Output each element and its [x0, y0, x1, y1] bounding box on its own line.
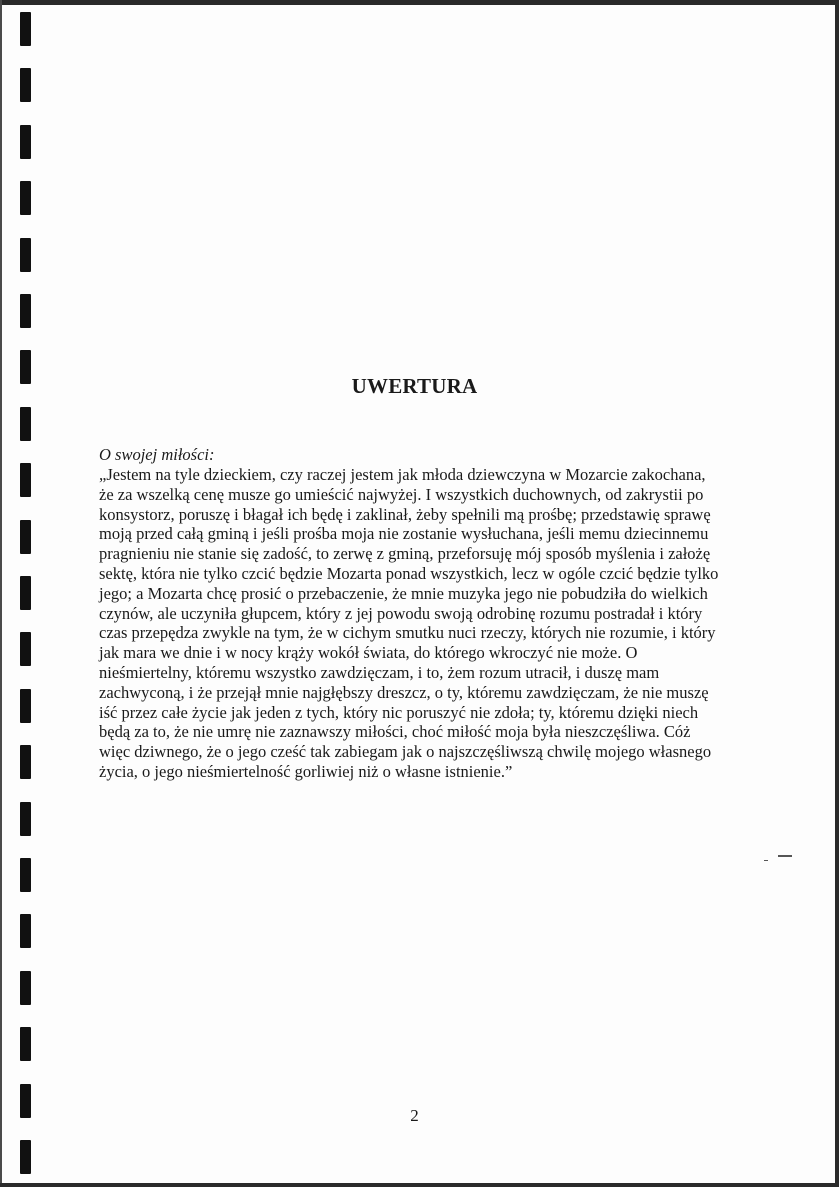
binding-hole	[20, 971, 31, 1005]
scan-mark	[778, 855, 792, 857]
binding-hole	[20, 68, 31, 102]
binding-hole	[20, 914, 31, 948]
page-edge-right	[835, 0, 839, 1187]
binding-hole	[20, 238, 31, 272]
section-subheading: O swojej miłości:	[99, 445, 215, 464]
page-number: 2	[410, 1106, 419, 1125]
binding-hole	[20, 294, 31, 328]
binding-hole	[20, 1140, 31, 1174]
binding-hole	[20, 181, 31, 215]
binding-hole	[20, 125, 31, 159]
binding-hole	[20, 858, 31, 892]
binding-hole	[20, 745, 31, 779]
binding-hole	[20, 407, 31, 441]
page-edge-top	[0, 0, 839, 5]
binding-hole	[20, 632, 31, 666]
binding-hole	[20, 689, 31, 723]
page-edge-left	[0, 0, 2, 1187]
binding-holes	[20, 0, 32, 1187]
binding-hole	[20, 576, 31, 610]
binding-hole	[20, 1027, 31, 1061]
binding-hole	[20, 12, 31, 46]
binding-hole	[20, 802, 31, 836]
page-title: UWERTURA	[351, 374, 478, 398]
body-paragraph: „Jestem na tyle dzieckiem, czy raczej jestem jak młoda dziewczyna w Mozarcie zakochana, że za wszelką cenę musze go umieścić najwyżej. I wszystkich duchownych, od zakrystii po konsystorz, poruszę i błagał ich będę i zaklinał, żeby spełnili mą prośbę; przedstawię sprawę moją przed całą gminą i jeśli prośba moja nie zostanie wysłuchana, jeśli memu dziecinnemu pragnieniu nie stanie się zadość, to zerwę z gminą, przeforsuję mój sposób myślenia i założę sektę, która nie tylko czcić będzie Mozarta ponad wszystkich, lecz w ogóle czcić będzie tylko jego; a Mozarta chcę prosić o przebaczenie, że mnie muzyka jego nie pobudziła do wielkich czynów, ale uczyniła głupcem, który z jej powodu swoją odrobinę rozumu postradał i który czas przepędza zwykle na tym, że w cichym smutku nuci rzeczy, których nie rozumie, i który jak mara we dnie i w nocy krąży wokół świata, do którego wkroczyć nie może. O nieśmiertelny, któremu wszystko zawdzięczam, i to, żem rozum utracił, i duszę mam zachwyconą, i że przejął mnie najgłębszy dreszcz, o ty, któremu zawdzięczam, że nie muszę iść przez całe życie jak jeden z tych, który nic poruszyć nie zdoła; ty, któremu dzięki niech będą za to, że nie umrę nie zaznawszy miłości, choć miłość moja była nieszczęśliwa. Cóż więc dziwnego, że o jego cześć tak zabiegam jak o najszczęśliwszą chwilę mojego własnego życia, o jego nieśmiertelność gorliwiej niż o własne istnienie.”	[99, 465, 719, 781]
binding-hole	[20, 463, 31, 497]
scan-mark	[764, 860, 768, 861]
page-edge-bottom	[0, 1183, 839, 1187]
binding-hole	[20, 520, 31, 554]
